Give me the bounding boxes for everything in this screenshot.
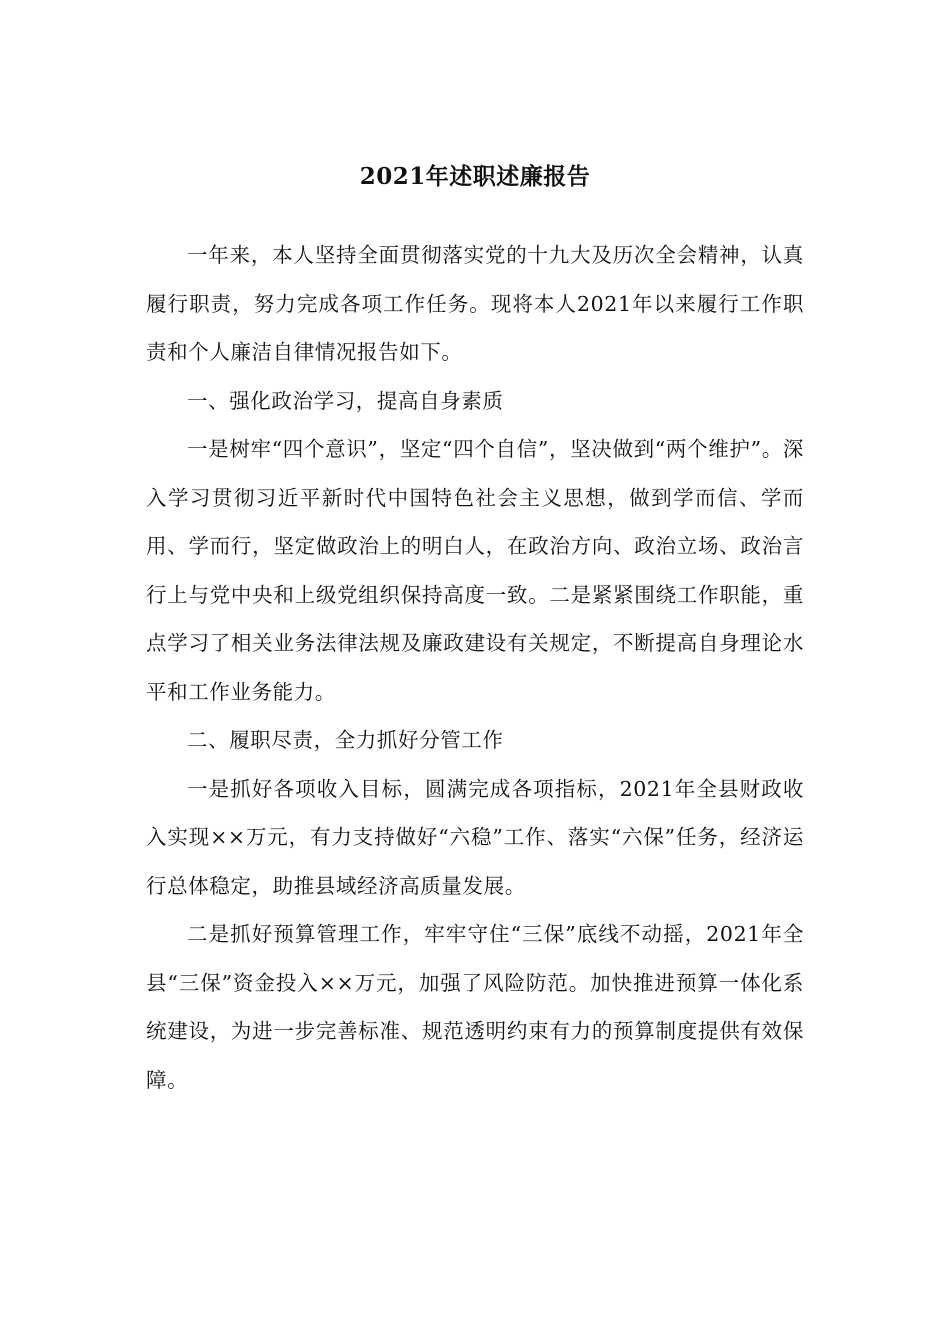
section-heading-2: 二、履职尽责，全力抓好分管工作 — [187, 728, 504, 752]
body-paragraph: 二是抓好预算管理工作，牢牢守住“三保”底线不动摇，2021年全县“三保”资金投入××万元，加强了风险防范。加快推进预算一体化系统建设，为进一步完善标准、规范透明约束有力的预算制度提供有效保障。 — [146, 922, 804, 1092]
document-body — [146, 231, 804, 1104]
page-title: 2021年述职述廉报告 — [359, 163, 591, 190]
body-paragraph: 一是树牢“四个意识”，坚定“四个自信”，坚决做到“两个维护”。深入学习贯彻习近平新时代中国特色社会主义思想，做到学而信、学而用、学而行，坚定做政治上的明白人，在政治方向、政治立场、政治言行上与党中央和上级党组织保持高度一致。二是紧紧围绕工作职能，重点学习了相关业务法律法规及廉政建设有关规定，不断提高自身理论水平和工作业务能力。 — [146, 437, 804, 704]
intro-paragraph: 一年来，本人坚持全面贯彻落实党的十九大及历次全会精神，认真履行职责，努力完成各项工作任务。现将本人2021年以来履行工作职责和个人廉洁自律情况报告如下。 — [146, 243, 804, 364]
section-heading-1: 一、强化政治学习，提高自身素质 — [187, 388, 504, 413]
body-paragraph: 一是抓好各项收入目标，圆满完成各项指标，2021年全县财政收入实现××万元，有力支持做好“六稳”工作、落实“六保”任务，经济运行总体稳定，助推县域经济高质量发展。 — [146, 776, 804, 898]
